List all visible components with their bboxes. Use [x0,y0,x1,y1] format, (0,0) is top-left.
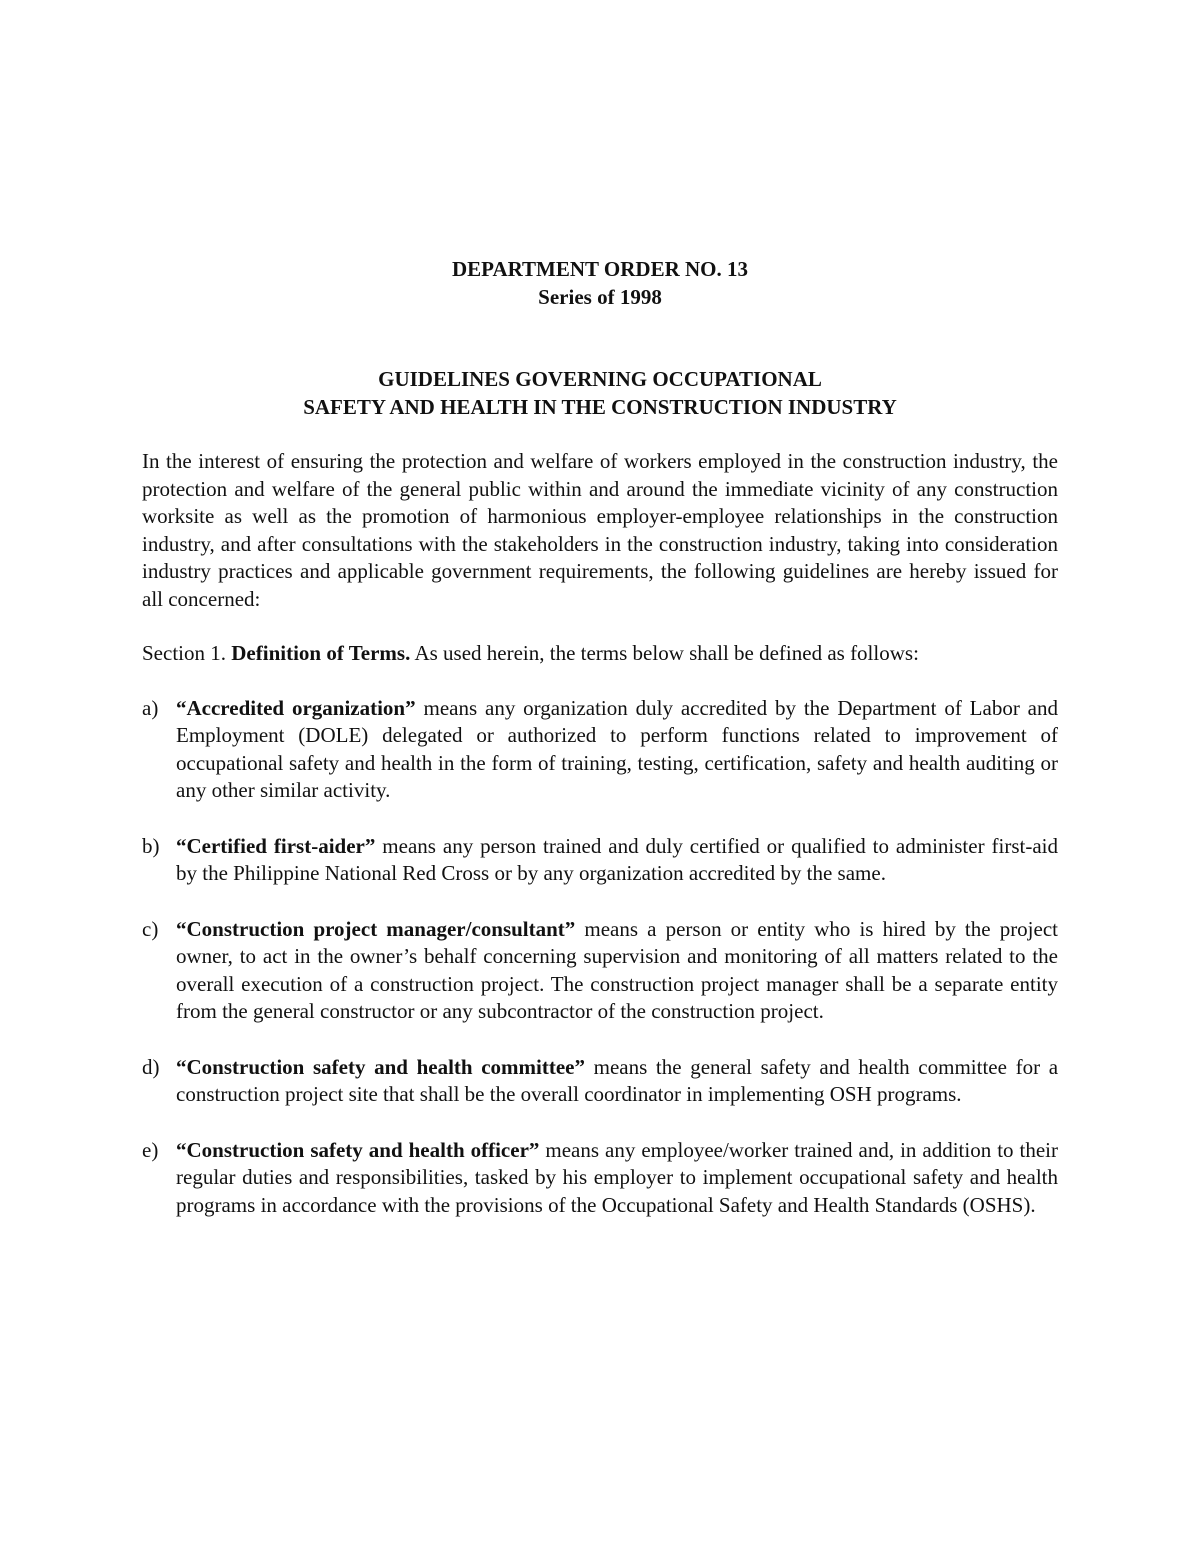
document-title [142,365,1058,421]
definitions-list [142,695,1058,1220]
definition-term: “Certified first-aider” [176,833,376,858]
definition-text: means any person trained and duly certified or qualified to administer first-aid by the Philippine National Red Cross or by any organization accredited by the same. [176,833,1058,885]
definition-term: “Construction safety and health committee” [176,1054,585,1079]
definition-item [142,1054,1058,1109]
definition-letter: a) [142,695,159,720]
definition-letter: e) [142,1137,159,1162]
section-title: Definition of Terms. [231,641,411,665]
order-series: Series of 1998 [538,285,662,309]
title-line-1: GUIDELINES GOVERNING OCCUPATIONAL [378,367,822,391]
order-heading [142,255,1058,311]
definition-text: means any organization duly accredited by the Department of Labor and Employment (DOLE) delegated or authorized to perform functions related to improvement of occupational safety and health in the form of training, testing, certification, safety and health auditing or any other similar activity. [176,695,1059,802]
definition-text: means a person or entity who is hired by the project owner, to act in the owner’s behalf concerning supervision and monitoring of all matters related to the overall execution of a construction project. The construction project manager shall be a separate entity from the general constructor or any subcontractor of the construction project. [176,916,1058,1023]
definition-text: means any employee/worker trained and, in addition to their regular duties and responsibilities, tasked by his employer to implement occupational safety and health programs in accordance with the provisions of the Occupational Safety and Health Standards (OSHS). [176,1137,1059,1217]
section-label: Section 1. [142,641,226,665]
section-heading [142,640,1058,668]
definition-item [142,916,1058,1026]
intro-paragraph: In the interest of ensuring the protection and welfare of workers employed in the construction industry, the protection and welfare of the general public within and around the immediate vicinity of any construction worksite as well as the promotion of harmonious employer-employee relationships in the construction industry, and after consultations with the stakeholders in the construction industry, taking into consideration industry practices and applicable government requirements, the following guidelines are hereby issued for all concerned: [142,449,1058,611]
order-number: DEPARTMENT ORDER NO. 13 [452,257,748,281]
document-page [142,255,1058,1247]
definition-letter: d) [142,1054,160,1079]
definition-letter: b) [142,833,160,858]
definition-item [142,695,1058,805]
definition-term: “Accredited organization” [176,695,416,720]
section-text: As used herein, the terms below shall be defined as follows: [414,641,919,665]
definition-term: “Construction safety and health officer” [176,1137,540,1162]
definition-item [142,833,1058,888]
title-line-2: SAFETY AND HEALTH IN THE CONSTRUCTION INDUSTRY [303,395,897,419]
definition-term: “Construction project manager/consultant” [176,916,576,941]
definition-item [142,1137,1058,1220]
definition-letter: c) [142,916,159,941]
definition-text: means the general safety and health committee for a construction project site that shall be the overall coordinator in implementing OSH programs. [176,1054,1059,1106]
